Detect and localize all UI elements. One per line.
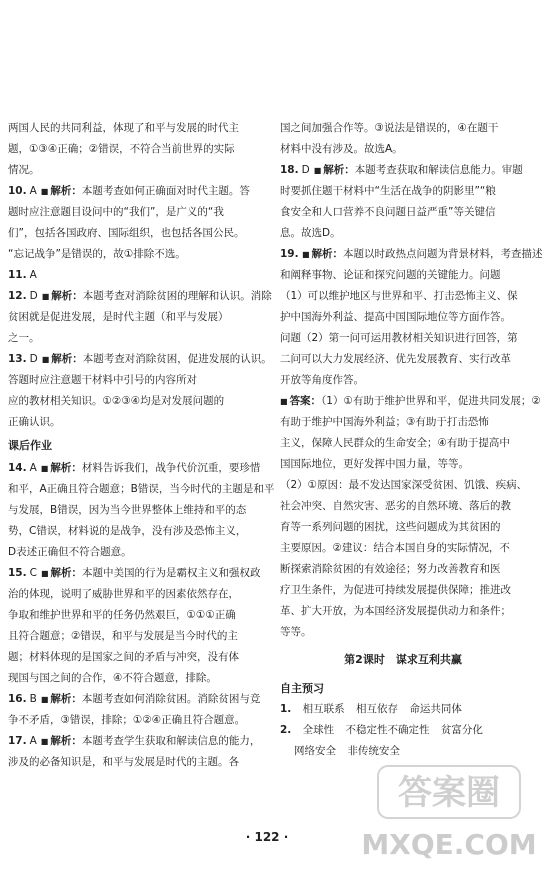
analysis-tag: ■ 解析：: [302, 248, 343, 260]
keyword: 网络安全: [294, 745, 336, 757]
right-column: [278, 118, 543, 762]
keyword: 相互依存: [355, 703, 398, 715]
question-number: 19.: [280, 248, 299, 260]
text-line: 应的教材相关知识。①②③④均是对发展问题的: [8, 395, 225, 407]
question-17: [6, 731, 261, 773]
analysis-tag: ■ 解析：: [41, 735, 82, 747]
question-13: [6, 349, 272, 433]
text-line: （1）①有助于维护世界和平，促进共同发展；②: [321, 395, 541, 407]
question-number: 18.: [280, 164, 299, 176]
text-line: 本题考查如何正确面对时代主题。答: [81, 185, 250, 197]
left-continuation: [6, 118, 254, 181]
text-line: 断探索消除贫困的有效途径；努力改善教育和医: [280, 563, 501, 575]
question-number: 13.: [8, 353, 27, 365]
text-line: 息。故选D。: [280, 227, 341, 239]
analysis-tag: ■ 解析：: [42, 290, 83, 302]
text-line: （1）可以维护地区与世界和平、打击恐怖主义、保: [280, 290, 518, 302]
text-line: 题；材料体现的是国家之间的矛盾与冲突，没有体: [8, 651, 239, 663]
text-line: 主义，保障人民群众的生命安全；④有助于提高中: [280, 437, 510, 449]
watermark-frame: [378, 766, 520, 818]
text-line: 问题（2）第一问可运用教材相关知识进行回答，第: [280, 332, 518, 344]
text-line: 争不矛盾，③错误，排除；①②④正确且符合题意。: [8, 714, 246, 726]
text-line: 题时应注意题目设问中的“我们”，是广义的“我: [8, 206, 224, 218]
text-line: 开放等角度作答。: [280, 374, 364, 386]
answer-letter: A: [29, 185, 37, 197]
question-number: 12.: [8, 290, 27, 302]
text-line: 和阐释事物、论证和探究问题的关键能力。问题: [280, 269, 501, 281]
text-line: 情况。: [8, 164, 40, 176]
question-18: [278, 160, 528, 244]
text-line: 本题考查对消除贫困，促进发展的认识。: [82, 353, 272, 365]
answer-letter: A: [29, 735, 37, 747]
text-line: 们”，包括各国政府、国际组织，也包括各国公民。: [8, 227, 245, 239]
answer-letter: B: [29, 693, 37, 705]
right-continuation: [278, 118, 528, 160]
text-line: 材料中没有涉及。故选A。: [280, 143, 403, 155]
text-line: 本题考查学生获取和解读信息的能力，: [81, 735, 261, 747]
analysis-tag: ■ 解析：: [41, 693, 82, 705]
question-number: 17.: [8, 735, 27, 747]
left-column: [6, 118, 275, 773]
text-line: 二问可以大力发展经济、优先发展教育、实行改革: [280, 353, 511, 365]
text-line: （2）①原因：最不发达国家深受贫困、饥饿、疾病、: [280, 479, 528, 491]
text-line: 答题时应注意题干材料中引号的内容所对: [8, 374, 197, 386]
text-line: 社会冲突、自然灾害、恶劣的自然环境、落后的教: [280, 500, 511, 512]
question-14: [6, 458, 275, 563]
text-line: 革、扩大开放，为本国经济发展提供动力和条件；: [280, 605, 511, 617]
keyword: 相互联系: [302, 703, 345, 715]
analysis-tag: ■ 解析：: [41, 462, 82, 474]
text-line: 之一。: [8, 332, 40, 344]
text-line: “忘记战争”是错误的，故①排除不选。: [8, 248, 186, 260]
watermark-logo-text: 答案圈: [398, 773, 500, 813]
analysis-tag: ■ 解析：: [41, 567, 82, 579]
keyword: 不稳定性不确定性: [345, 724, 430, 736]
text-line: 正确认识。: [8, 416, 61, 428]
question-16: [6, 689, 261, 731]
text-line: 题，①③④正确；②错误，不符合当前世界的实际: [8, 143, 235, 155]
keyword: 全球性: [302, 724, 335, 736]
text-line: 国之间加强合作等。③说法是错误的，④在题干: [280, 122, 499, 134]
analysis-tag: ■ 解析：: [314, 164, 355, 176]
text-line: 势，C错误，材料说的是战争，没有涉及恐怖主义，: [8, 525, 247, 537]
text-line: 贫困就是促进发展，是时代主题（和平与发展）: [8, 311, 229, 323]
text-line: 材料告诉我们，战争代价沉重，要珍惜: [81, 462, 261, 474]
lesson-title: 第2课时 谋求互利共赢: [344, 653, 462, 666]
text-line: 两国人民的共同利益，体现了和平与发展的时代主: [8, 122, 239, 134]
text-line: 与发展，B错误，因为当今世界整体上维持和平的态: [8, 504, 247, 516]
question-10: [6, 181, 254, 265]
section-heading: 课后作业: [8, 439, 52, 452]
text-line: 现国与国之间的合作，④不符合题意，排除。: [8, 672, 217, 684]
question-number: 15.: [8, 567, 27, 579]
watermark-text: MXQE.COM: [361, 828, 537, 861]
question-number: 11.: [8, 269, 27, 281]
text-line: 本题考查获取和解读信息能力。审题: [354, 164, 523, 176]
analysis-tag: ■ 解析：: [42, 353, 83, 365]
text-line: 育等一系列问题的困扰，这些问题成为其贫困的: [280, 521, 501, 533]
text-line: 本题中美国的行为是霸权主义和强权政: [82, 567, 261, 579]
answer-tag: ■ 答案：: [280, 395, 321, 407]
text-line: D表述正确但不符合题意。: [8, 546, 132, 558]
keyword-row-3: [280, 741, 528, 762]
text-line: 本题考查对消除贫困的理解和认识。消除: [82, 290, 272, 302]
text-line: 有助于维护中国海外利益；③有助于打击恐怖: [280, 416, 489, 428]
question-15: [6, 563, 261, 689]
answer-letter: A: [29, 269, 37, 281]
subsection-heading: 自主预习: [280, 682, 324, 695]
text-line: 食安全和人口营养不良问题日益严重”等关键信: [280, 206, 496, 218]
text-line: 等等。: [280, 626, 312, 638]
text-line: 主要原因。②建议：结合本国自身的实际情况，不: [280, 542, 510, 554]
watermark-logo: [361, 760, 537, 866]
text-line: 且符合题意；②错误，和平与发展是当今时代的主: [8, 630, 238, 642]
question-number: 16.: [8, 693, 27, 705]
answer-letter: D: [29, 290, 38, 302]
text-line: 本题以时政热点问题为背景材料，考查描述: [343, 248, 543, 260]
keyword-row-2: [280, 720, 528, 741]
answer-letter: C: [29, 567, 37, 579]
keyword: 非传统安全: [347, 745, 400, 757]
answer-letter: D: [301, 164, 310, 176]
item-number: 1.: [280, 703, 292, 715]
text-line: 争取和维护世界和平的任务仍然艰巨，①①①正确: [8, 609, 236, 621]
text-line: 疗卫生条件，为促进可持续发展提供保障；推进改: [280, 584, 511, 596]
text-line: 护中国海外利益、提高中国国际地位等方面作答。: [280, 311, 511, 323]
question-19: [278, 244, 543, 643]
question-number: 14.: [8, 462, 27, 474]
answer-letter: A: [29, 462, 37, 474]
keyword: 贫富分化: [440, 724, 483, 736]
question-11: [6, 265, 254, 286]
question-12: [6, 286, 272, 349]
page-number: · 122 ·: [245, 830, 289, 844]
text-line: 国国际地位，更好发挥中国力量，等等。: [280, 458, 469, 470]
text-line: 时要抓住题干材料中“生活在战争的阴影里”“粮: [280, 185, 496, 197]
answer-letter: D: [29, 353, 38, 365]
text-line: 治的体现，说明了威胁世界和平的因素依然存在，: [8, 588, 239, 600]
analysis-tag: ■ 解析：: [41, 185, 82, 197]
keyword-row-1: [280, 699, 528, 720]
question-number: 10.: [8, 185, 27, 197]
text-line: 本题考查如何消除贫困。消除贫困与竞: [81, 693, 261, 705]
text-line: 和平，A正确且符合题意；B错误，当今时代的主题是和平: [8, 483, 275, 495]
text-line: 涉及的必备知识是，和平与发展是时代的主题。各: [8, 756, 239, 768]
keyword: 命运共同体: [409, 703, 462, 715]
item-number: 2.: [280, 724, 292, 736]
